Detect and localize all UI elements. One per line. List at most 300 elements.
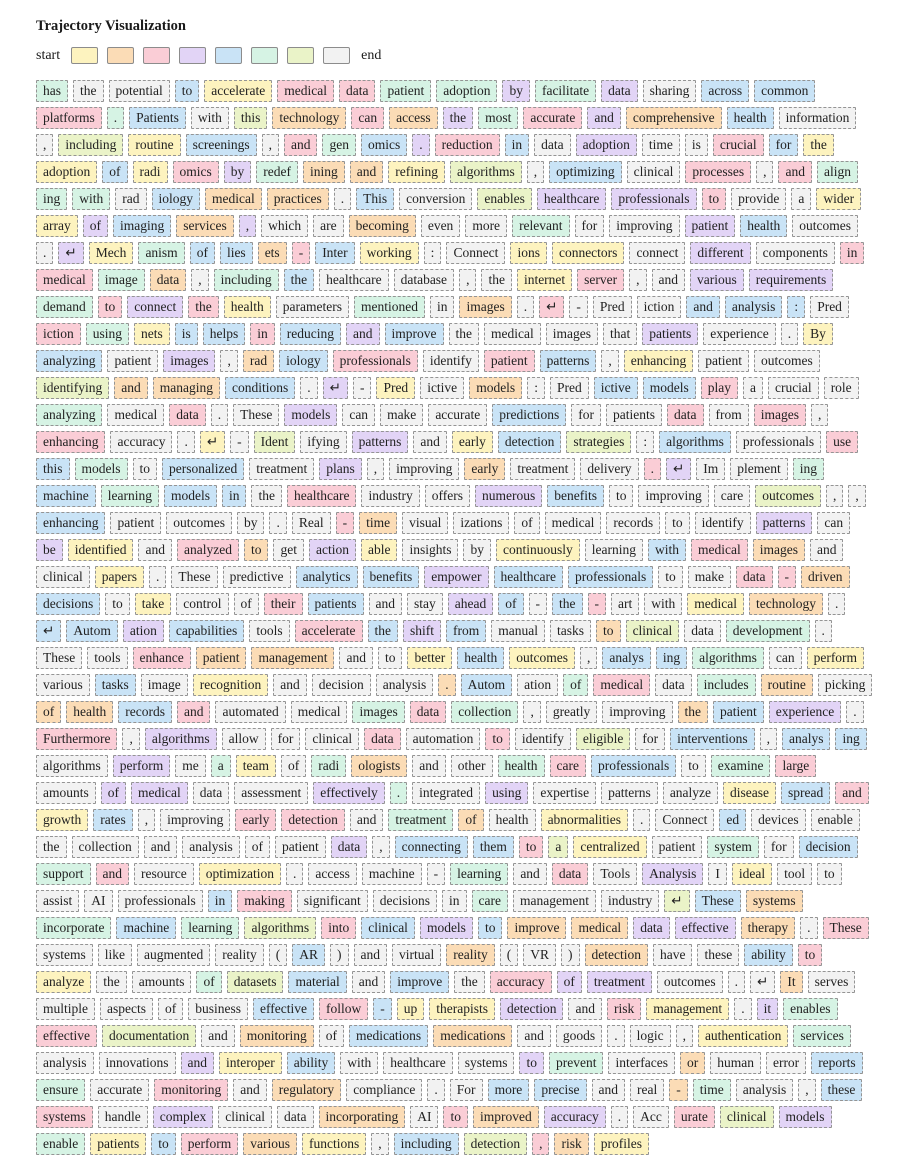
token: These	[823, 917, 869, 939]
token: ,	[527, 161, 544, 183]
token: ,	[262, 134, 279, 156]
token: of	[190, 242, 215, 264]
token: .	[607, 1025, 624, 1047]
token: management	[251, 647, 334, 669]
token: algorithms	[145, 728, 217, 750]
token: rates	[93, 809, 132, 831]
token: iology	[279, 350, 328, 372]
token: treatment	[388, 809, 453, 831]
token: has	[36, 80, 68, 102]
token: ↵	[58, 242, 83, 264]
token: records	[606, 512, 660, 534]
token: examine	[711, 755, 771, 777]
token: .	[334, 188, 351, 210]
token: reports	[811, 1052, 863, 1074]
token: to	[105, 593, 130, 615]
token: tool	[777, 863, 812, 885]
token: algorithms	[450, 161, 522, 183]
token: Autom	[66, 620, 118, 642]
token: handle	[98, 1106, 148, 1128]
token: monitoring	[154, 1079, 228, 1101]
token: enable	[36, 1133, 85, 1155]
token: personalized	[162, 458, 244, 480]
token: of	[196, 971, 221, 993]
token: -	[569, 296, 588, 318]
token: .	[177, 431, 194, 453]
token: crucial	[713, 134, 764, 156]
token: accurate	[428, 404, 487, 426]
token: analyze	[663, 782, 718, 804]
token: care	[472, 890, 508, 912]
token: connecting	[395, 836, 468, 858]
token: the	[481, 269, 512, 291]
token: of	[281, 755, 306, 777]
token: .	[412, 134, 429, 156]
token: :	[527, 377, 545, 399]
token: systems	[36, 944, 93, 966]
token: and	[587, 107, 621, 129]
token: plans	[319, 458, 362, 480]
token: assessment	[234, 782, 308, 804]
token: risk	[554, 1133, 588, 1155]
token: various	[36, 674, 90, 696]
token: healthcare	[537, 188, 606, 210]
token: and	[96, 863, 130, 885]
token: managing	[153, 377, 220, 399]
token: risk	[607, 998, 641, 1020]
token: improving	[602, 701, 672, 723]
token: into	[321, 917, 356, 939]
token: AI	[410, 1106, 438, 1128]
token: .	[36, 242, 53, 264]
token: treatment	[587, 971, 652, 993]
token: improving	[389, 458, 459, 480]
token: plement	[730, 458, 788, 480]
token: detection	[585, 944, 648, 966]
token: aspects	[100, 998, 153, 1020]
token: of	[102, 161, 127, 183]
token: outcomes	[509, 647, 575, 669]
token: treatment	[510, 458, 575, 480]
token: including	[214, 269, 279, 291]
token: material	[288, 971, 346, 993]
token: -	[292, 242, 311, 264]
token: spread	[781, 782, 830, 804]
token: complex	[153, 1106, 214, 1128]
token: and	[181, 1052, 215, 1074]
legend-swatches	[71, 47, 350, 64]
token: clinical	[627, 161, 681, 183]
token: automation	[406, 728, 481, 750]
token: ↵	[664, 890, 689, 912]
token: accurate	[523, 107, 582, 129]
token: predictive	[223, 566, 291, 588]
token: Pred	[550, 377, 589, 399]
token: more	[488, 1079, 530, 1101]
token: ,	[629, 269, 646, 291]
legend-swatch	[215, 47, 242, 64]
token: images	[459, 296, 511, 318]
token: optimization	[199, 863, 281, 885]
token: accuracy	[490, 971, 552, 993]
token: by	[224, 161, 252, 183]
token: compliance	[346, 1079, 422, 1101]
token: processes	[685, 161, 751, 183]
token: .	[517, 296, 534, 318]
token: and	[810, 539, 844, 561]
token: medical	[291, 701, 348, 723]
token: models	[284, 404, 337, 426]
token: patients	[606, 404, 662, 426]
token: health	[498, 755, 545, 777]
token: -	[230, 431, 249, 453]
token: reality	[446, 944, 494, 966]
token: .	[300, 377, 317, 399]
legend	[36, 47, 873, 64]
token: anism	[138, 242, 184, 264]
token: analyze	[36, 971, 91, 993]
token: and	[138, 539, 172, 561]
token: Connect	[655, 809, 714, 831]
token: and	[114, 377, 148, 399]
token: iction	[36, 323, 81, 345]
token: ,	[811, 404, 828, 426]
token: team	[236, 755, 276, 777]
token: of	[319, 1025, 344, 1047]
token: early	[235, 809, 276, 831]
token: imaging	[113, 215, 171, 237]
token: machine	[362, 863, 422, 885]
token: a	[791, 188, 811, 210]
token: make	[688, 566, 731, 588]
token: images	[754, 404, 806, 426]
token: medical	[687, 593, 744, 615]
token: capabilities	[169, 620, 244, 642]
token: visual	[402, 512, 448, 534]
token: helps	[203, 323, 246, 345]
token: to	[658, 566, 683, 588]
token: data	[331, 836, 368, 858]
token: professionals	[736, 431, 821, 453]
token: routine	[128, 134, 180, 156]
token: Furthermore	[36, 728, 117, 750]
token: patient	[275, 836, 326, 858]
token: making	[237, 890, 292, 912]
token: strategies	[566, 431, 631, 453]
token: .	[611, 1106, 628, 1128]
token: other	[451, 755, 493, 777]
token: benefits	[363, 566, 420, 588]
token: ets	[258, 242, 287, 264]
token: data	[633, 917, 670, 939]
token: .	[800, 917, 817, 939]
token: industry	[361, 485, 419, 507]
token: connect	[127, 296, 183, 318]
token: serves	[808, 971, 856, 993]
token: stay	[407, 593, 443, 615]
token: These	[695, 890, 741, 912]
token: mentioned	[354, 296, 425, 318]
token: routine	[761, 674, 813, 696]
token: ↵	[666, 458, 691, 480]
token: different	[690, 242, 750, 264]
token: decision	[312, 674, 371, 696]
token: services	[176, 215, 233, 237]
token: provide	[731, 188, 786, 210]
token: learning	[181, 917, 239, 939]
token: perform	[181, 1133, 238, 1155]
token: identify	[515, 728, 571, 750]
token: ,	[372, 836, 389, 858]
token: learning	[585, 539, 643, 561]
token: innovations	[99, 1052, 176, 1074]
token: ,	[676, 1025, 693, 1047]
token: .	[781, 323, 798, 345]
token: tasks	[550, 620, 591, 642]
token: improve	[390, 971, 449, 993]
token: demand	[36, 296, 93, 318]
token: ,	[36, 134, 53, 156]
token: technology	[749, 593, 823, 615]
token: action	[309, 539, 356, 561]
token: .	[211, 404, 228, 426]
token: ,	[798, 1079, 815, 1101]
token: early	[452, 431, 493, 453]
token: health	[727, 107, 774, 129]
token: datasets	[227, 971, 284, 993]
token: .	[427, 1079, 444, 1101]
token: development	[726, 620, 810, 642]
token: data	[684, 620, 721, 642]
token: Im	[696, 458, 725, 480]
token: patient	[685, 215, 736, 237]
token: enhancing	[624, 350, 693, 372]
token: continuously	[496, 539, 580, 561]
token: patient	[110, 512, 161, 534]
token: management	[513, 890, 596, 912]
token: information	[779, 107, 857, 129]
token: to	[665, 512, 690, 534]
token: access	[308, 863, 356, 885]
token: offers	[425, 485, 470, 507]
token: role	[824, 377, 859, 399]
token: better	[407, 647, 452, 669]
token: and	[517, 1025, 551, 1047]
token: of	[514, 512, 539, 534]
token: medical	[691, 539, 748, 561]
token: predictions	[492, 404, 566, 426]
token: treatment	[249, 458, 314, 480]
token: analyzing	[36, 350, 102, 372]
page-title: Trajectory Visualization	[36, 18, 186, 34]
token: and	[354, 944, 388, 966]
token: resource	[134, 863, 194, 885]
token: ,	[371, 1133, 388, 1155]
token: ,	[826, 485, 843, 507]
token: detection	[500, 998, 563, 1020]
token: and	[177, 701, 211, 723]
token: decisions	[36, 593, 100, 615]
token: It	[780, 971, 802, 993]
token: ictive	[420, 377, 464, 399]
token: system	[707, 836, 759, 858]
token: patients	[642, 323, 698, 345]
token: patient	[698, 350, 749, 372]
token: access	[389, 107, 437, 129]
token: like	[98, 944, 132, 966]
token: redef	[256, 161, 298, 183]
legend-swatch	[179, 47, 206, 64]
token: analysis	[36, 1052, 94, 1074]
token: accurate	[90, 1079, 149, 1101]
token: that	[603, 323, 637, 345]
token: connect	[629, 242, 685, 264]
token: enhancing	[36, 431, 105, 453]
token: virtual	[392, 944, 441, 966]
token: can	[769, 647, 802, 669]
token: models	[469, 377, 522, 399]
token: support	[36, 863, 91, 885]
token: authentication	[698, 1025, 788, 1047]
token: able	[361, 539, 398, 561]
token: manual	[491, 620, 545, 642]
token: can	[817, 512, 850, 534]
token: health	[489, 809, 536, 831]
token: crucial	[768, 377, 819, 399]
token: therapists	[429, 998, 495, 1020]
token: image	[141, 674, 188, 696]
token: to	[244, 539, 269, 561]
token: patterns	[540, 350, 597, 372]
token: and	[339, 647, 373, 669]
token: significant	[297, 890, 368, 912]
token: ing	[793, 458, 824, 480]
token: growth	[36, 809, 88, 831]
token: data	[667, 404, 704, 426]
token: reality	[215, 944, 263, 966]
token: conversion	[399, 188, 472, 210]
token: data	[534, 134, 571, 156]
token: These	[233, 404, 279, 426]
token: automated	[215, 701, 285, 723]
token: professionals	[118, 890, 203, 912]
token: in	[442, 890, 467, 912]
token: to	[817, 863, 842, 885]
token: patterns	[352, 431, 409, 453]
token: ↵	[323, 377, 348, 399]
token: of	[498, 593, 523, 615]
token: parameters	[276, 296, 349, 318]
token: nets	[134, 323, 170, 345]
token: therapy	[741, 917, 795, 939]
token: .	[269, 512, 286, 534]
token: and	[144, 836, 178, 858]
token: connectors	[552, 242, 624, 264]
token: of	[234, 593, 259, 615]
token: urate	[674, 1106, 715, 1128]
token: to	[378, 647, 403, 669]
token: recognition	[193, 674, 268, 696]
token: detection	[498, 431, 561, 453]
token: VR	[523, 944, 556, 966]
token: of	[83, 215, 108, 237]
token: across	[701, 80, 749, 102]
token: large	[775, 755, 816, 777]
token: ed	[719, 809, 746, 831]
token: medical	[107, 404, 164, 426]
token: with	[340, 1052, 378, 1074]
token: with	[72, 188, 110, 210]
token: care	[714, 485, 750, 507]
token: data	[410, 701, 447, 723]
token: learning	[450, 863, 508, 885]
token: insights	[402, 539, 458, 561]
token: outcomes	[754, 350, 820, 372]
token: papers	[95, 566, 144, 588]
token: -	[427, 863, 446, 885]
token: healthcare	[383, 1052, 452, 1074]
token: from	[446, 620, 486, 642]
legend-swatch	[323, 47, 350, 64]
token: detection	[281, 809, 344, 831]
token: perform	[807, 647, 864, 669]
token: take	[135, 593, 172, 615]
token: and	[413, 431, 447, 453]
token: data	[169, 404, 206, 426]
token: and	[233, 1079, 267, 1101]
token: shift	[403, 620, 441, 642]
token: medications	[433, 1025, 512, 1047]
token: early	[464, 458, 505, 480]
token: rad	[115, 188, 146, 210]
token: machine	[116, 917, 176, 939]
token: image	[98, 269, 145, 291]
token: sharing	[643, 80, 697, 102]
token: learning	[101, 485, 159, 507]
token: healthcare	[319, 269, 388, 291]
token: Pred	[593, 296, 632, 318]
token: precise	[534, 1079, 586, 1101]
token: ictive	[594, 377, 638, 399]
token: Connect	[446, 242, 505, 264]
token: collection	[72, 836, 139, 858]
token: -	[353, 377, 372, 399]
token: time	[642, 134, 680, 156]
token: professionals	[591, 755, 676, 777]
token: data	[150, 269, 187, 291]
token: analyzed	[177, 539, 239, 561]
token: this	[36, 458, 70, 480]
token: ,	[367, 458, 384, 480]
token: the	[251, 485, 282, 507]
token: server	[577, 269, 624, 291]
token: error	[766, 1052, 806, 1074]
token: data	[601, 80, 638, 102]
token: AI	[84, 890, 112, 912]
token: enhance	[133, 647, 191, 669]
token: :	[787, 296, 805, 318]
token: AR	[292, 944, 325, 966]
token: Inter	[315, 242, 354, 264]
token: analys	[602, 647, 651, 669]
token: data	[655, 674, 692, 696]
token: analysis	[736, 1079, 794, 1101]
token: identify	[423, 350, 479, 372]
token: various	[690, 269, 744, 291]
token: improve	[507, 917, 566, 939]
token: and	[513, 863, 547, 885]
token: to	[609, 485, 634, 507]
